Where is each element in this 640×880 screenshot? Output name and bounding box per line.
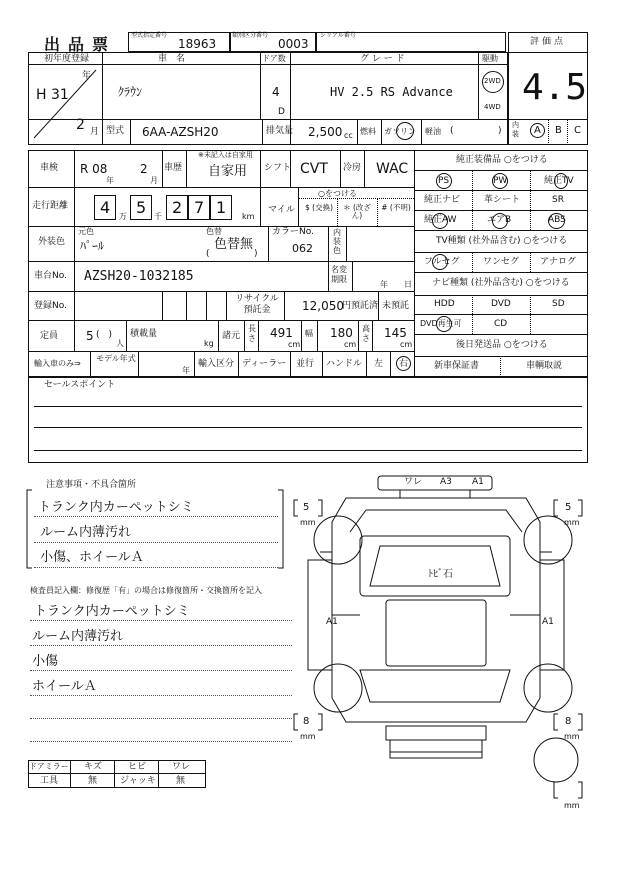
equip-sr: SR: [552, 195, 564, 205]
note-2: ルーム内薄汚れ: [40, 525, 132, 540]
tread-front-left: 5: [303, 502, 310, 513]
exterior-label: 外装色: [38, 237, 66, 247]
color-no-label: カラーNo.: [272, 227, 314, 237]
ac-value: WAC: [376, 161, 409, 177]
nav-title: ナビ種類 (社外品含む) ○をつける: [432, 278, 570, 288]
door-type: D: [278, 107, 285, 117]
modified-label: ＊ (改ざん): [343, 203, 371, 220]
equip-airbag: エアB: [487, 215, 512, 225]
note-1: トランク内カーペットシミ: [38, 500, 194, 515]
doors-label: ドア数: [262, 54, 286, 63]
shift-label: シフト: [264, 163, 292, 173]
mm-front-left: mm: [300, 518, 316, 527]
tread-rear-left: 8: [303, 716, 310, 727]
ac-label: 冷房: [343, 163, 362, 173]
inspector-note-3: 小傷: [32, 654, 59, 669]
length-label: 長さ: [248, 324, 256, 343]
sen-mark: 千: [154, 212, 162, 221]
drive-label: 駆動: [482, 54, 498, 63]
chassis-label: 車台No.: [34, 271, 67, 281]
center-mark: ﾄﾋﾞ石: [428, 569, 453, 580]
mileage-digit-1: 4: [100, 198, 111, 217]
mm-rear-right: mm: [564, 732, 580, 741]
right-label: 右: [399, 359, 409, 369]
man-mark: 万: [119, 212, 127, 221]
height-value: 145: [384, 326, 407, 340]
dims-label: 諸元: [222, 331, 241, 341]
first-reg-month-mark: 月: [90, 127, 100, 137]
recycle-label: リサイクル預託金: [235, 294, 279, 315]
color-change-value: 色替無: [214, 237, 254, 252]
later-manual: 車輌取説: [526, 361, 563, 371]
tools-jack-label: ジャッキ: [120, 776, 156, 786]
tools-tool-value: 無: [88, 776, 98, 786]
right-mark: A1: [542, 617, 554, 627]
km-mark: km: [242, 212, 255, 221]
width-unit: cm: [344, 340, 357, 349]
fuel-diesel: 軽油: [425, 127, 441, 136]
capacity-label: 定員: [40, 331, 59, 341]
wheel-front-left: [314, 516, 362, 564]
history-label: 車歴: [164, 163, 183, 173]
first-reg-month: 2: [76, 117, 85, 133]
height-unit: cm: [400, 340, 413, 349]
tread-front-right: 5: [565, 502, 572, 513]
paren-open: (: [206, 249, 210, 259]
notes-title: 注意事項・不具合箇所: [46, 480, 137, 490]
width-label: 幅: [305, 329, 313, 338]
history-note: ※未記入は自家用: [198, 151, 253, 159]
import-type-label: 輸入区分: [198, 359, 235, 369]
category-label: 類別区分番号: [232, 32, 269, 39]
tv-title: TV種類 (社外品含む) ○をつける: [436, 236, 568, 246]
original-color-label: 元色: [78, 227, 94, 236]
reg-no-label: 登録No.: [34, 301, 67, 311]
car-name-label: 車 名: [158, 54, 186, 64]
length-value: 491: [270, 326, 293, 340]
model-designation-value: 18963: [178, 37, 217, 51]
car-name: ｸﾗｳﾝ: [118, 85, 143, 99]
capacity-unit: 人: [116, 339, 124, 348]
spare-tire: [534, 738, 578, 782]
length-unit: cm: [288, 340, 301, 349]
interior-grade-c: C: [574, 125, 581, 136]
later-warranty: 新車保証書: [434, 361, 480, 371]
model-year-label: モデル年式: [96, 354, 136, 363]
chassis-value: AZSH20-1032185: [84, 269, 194, 284]
body-outline: [332, 498, 540, 722]
sales-point-label: セールスポイント: [44, 380, 116, 390]
recycle-value: 12,050: [302, 299, 344, 313]
equip-ps: PS: [438, 176, 450, 186]
grade-label: グ レ ー ド: [360, 54, 405, 64]
rear-window: [360, 670, 510, 702]
car-diagram: [290, 470, 600, 815]
doors-value: 4: [272, 85, 280, 99]
rating-value: 4.5: [522, 67, 588, 108]
meihen-label: 名変期限: [331, 265, 347, 284]
interior-label: 内装: [512, 121, 519, 138]
load-unit: kg: [204, 339, 214, 348]
circle-note: ○をつける: [318, 189, 357, 198]
mile-label: マイル: [268, 205, 295, 215]
grade-value: HV 2.5 RS Advance: [330, 85, 453, 99]
interior-color-label: 内装色: [333, 228, 341, 255]
equip-leather: 革シート: [484, 195, 521, 205]
dealer-label: ディーラー: [242, 359, 287, 369]
color-change-label: 色替: [206, 227, 222, 236]
nav-cd: CD: [494, 319, 508, 329]
rating-label: 評価点: [530, 37, 567, 47]
mileage-digit-4: 7: [194, 198, 205, 217]
tv-oneseg: ワンセグ: [483, 257, 520, 267]
interior-grade-a: A: [534, 125, 541, 136]
handle-label: ハンドル: [326, 359, 363, 369]
mm-rear-left: mm: [300, 732, 316, 741]
tools-header-crack: ヒビ: [128, 762, 147, 772]
wheel-rear-right: [524, 664, 572, 712]
top-mark-1: ワレ: [404, 477, 423, 487]
drive-2wd: 2WD: [484, 77, 501, 85]
category-value: 0003: [278, 37, 309, 51]
shaken-value: R 08: [80, 162, 108, 176]
unpaid-label: 未預託: [382, 301, 410, 311]
top-mark-2: A3: [440, 477, 452, 487]
height-label: 高さ: [362, 324, 370, 343]
tools-tool-label: 工具: [40, 776, 59, 786]
displacement-label: 排気量: [266, 126, 294, 136]
exchange-label: $ (交換): [304, 203, 333, 212]
meihen-year-mark: 年: [380, 280, 388, 289]
first-reg-year-mark: 年: [82, 71, 92, 81]
inspector-note-2: ルーム内薄汚れ: [32, 629, 124, 644]
rear-bumper: [386, 726, 486, 740]
load-label: 積載量: [130, 329, 158, 339]
tv-analog: アナログ: [540, 257, 577, 267]
tools-header-break: ワレ: [172, 762, 191, 772]
tread-rear-right: 8: [565, 716, 572, 727]
right-side: [540, 560, 564, 670]
shaken-label: 車検: [40, 163, 59, 173]
serial-label: シリアル番号: [320, 32, 356, 39]
nav-hdd: HDD: [434, 299, 455, 309]
nav-dvd: DVD: [491, 299, 511, 309]
parallel-label: 並行: [296, 359, 315, 369]
nav-dvd-play: DVD再生可: [420, 319, 462, 328]
equip-tv: 純正TV: [544, 176, 574, 186]
shaken-month-mark: 月: [150, 176, 158, 185]
displacement-unit: cc: [344, 131, 353, 140]
model-year-mark: 年: [182, 366, 190, 375]
interior-grade-b: B: [555, 125, 562, 136]
recycle-status: 円預託済: [342, 301, 379, 311]
inspector-title: 検査員記入欄：修復歴「有」の場合は修復箇所・交換箇所を記入: [30, 586, 262, 595]
tools-header-mirror: ドアミラー: [29, 762, 69, 771]
inspector-note-1: トランク内カーペットシミ: [34, 604, 190, 619]
fuel-label: 燃料: [360, 127, 376, 136]
import-label: 輸入車のみ⇒: [34, 359, 81, 368]
windshield: [360, 536, 510, 596]
equipment-title: 純正装備品 ○をつける: [456, 155, 548, 165]
equip-aw: 純正AW: [424, 215, 457, 225]
equip-abs: ABS: [548, 215, 566, 225]
model-code: 6AA-AZSH20: [142, 125, 219, 139]
top-mark-3: A1: [472, 477, 484, 487]
left-side: [308, 560, 332, 670]
inspector-note-4: ホイールＡ: [32, 679, 97, 694]
original-color: ﾊﾟｰﾙ: [80, 239, 105, 253]
tv-fullseg: フルセグ: [424, 257, 460, 267]
shaken-year-mark: 年: [106, 176, 114, 185]
mileage-digit-3: 2: [172, 198, 183, 217]
unknown-label: # (不明): [381, 203, 411, 212]
shaken-month: 2: [140, 162, 148, 176]
mileage-digit-2: 5: [136, 198, 147, 217]
width-value: 180: [330, 326, 353, 340]
fuel-gasoline: ガソリン: [384, 127, 416, 136]
meihen-day-mark: 日: [404, 280, 412, 289]
shift-value: CVT: [300, 161, 328, 177]
sheet-title: 出品票: [44, 35, 117, 54]
equip-navi: 純正ナビ: [424, 195, 461, 205]
left-label: 左: [374, 359, 384, 369]
mileage-label: 走行距離: [32, 201, 69, 211]
wheel-rear-left: [314, 664, 362, 712]
drive-4wd: 4WD: [484, 103, 501, 111]
tools-jack-value: 無: [176, 776, 186, 786]
equip-pw: PW: [493, 176, 508, 186]
mm-front-right: mm: [564, 518, 580, 527]
roof: [386, 600, 486, 666]
first-reg-label: 初年度登録: [44, 54, 90, 64]
model-designation-label: 型式指定番号: [131, 32, 168, 39]
tools-header-scratch: キズ: [84, 762, 102, 772]
mileage-digit-5: 1: [216, 198, 227, 217]
note-3: 小傷、ホイールＡ: [40, 550, 144, 565]
nav-sd: SD: [552, 299, 565, 309]
mm-spare: mm: [564, 801, 580, 810]
model-code-label: 型式: [106, 126, 125, 136]
displacement-value: 2,500: [308, 125, 343, 139]
history-value: 自家用: [208, 164, 248, 179]
later-title: 後日発送品 ○をつける: [456, 340, 548, 350]
first-reg-era: H 31: [36, 87, 69, 103]
paren-close: ): [254, 249, 258, 259]
color-no: 062: [292, 242, 313, 255]
left-mark: A1: [326, 617, 338, 627]
capacity-value: 5: [86, 329, 94, 343]
